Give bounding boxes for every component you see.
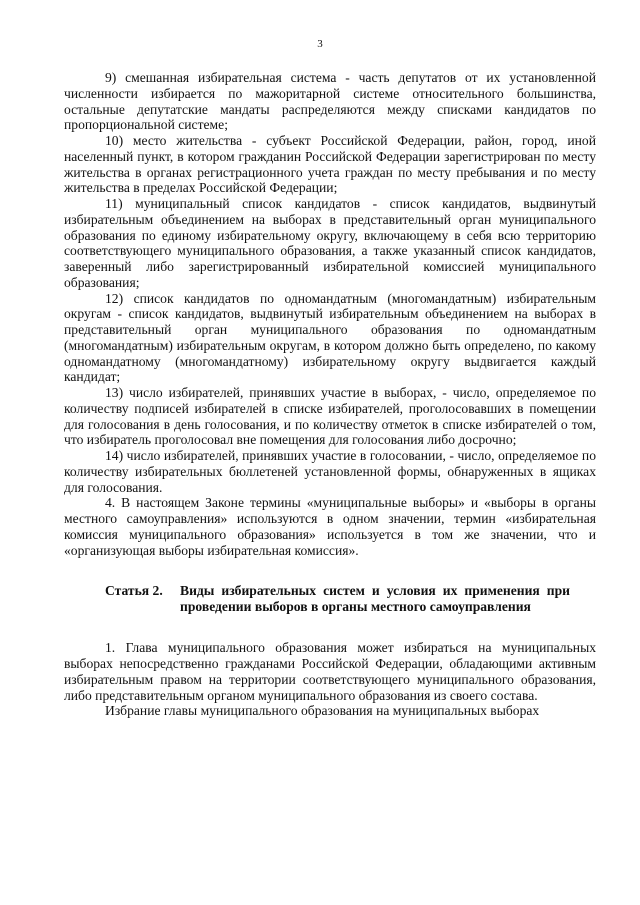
paragraph-item-9: 9) смешанная избирательная система - часть депутатов от их установленной численности избирается по мажоритарной системе относительного большинства, остальные депутатские мандаты распределяются между списками кандидатов по пропорциональной системе; — [64, 70, 596, 133]
article-title: Виды избирательных систем и условия их применения при проведении выборов в органы местного самоуправления — [180, 583, 570, 615]
paragraph-item-10: 10) место жительства - субъект Российской Федерации, район, город, иной населенный пункт, в котором гражданин Российской Федерации зарегистрирован по месту жительства в органах регистрационного учета граждан по месту пребывания и по месту жительства в пределах Российской Федерации; — [64, 133, 596, 196]
document-body — [64, 70, 596, 719]
paragraph-article-part-1: 1. Глава муниципального образования может избираться на муниципальных выборах непосредственно гражданами Российской Федерации, обладающими активным избирательным правом на территории соответствующего муниципального образования, либо представительным органом муниципального образования из своего состава. — [64, 640, 596, 703]
paragraph-item-14: 14) число избирателей, принявших участие в голосовании, - число, определяемое по количеству избирательных бюллетеней установленной формы, обнаруженных в ящиках для голосования. — [64, 448, 596, 495]
article-number: Статья 2. — [105, 583, 163, 599]
paragraph-continuation: Избрание главы муниципального образования на муниципальных выборах — [105, 703, 540, 719]
article-heading — [64, 583, 596, 615]
paragraph-item-13: 13) число избирателей, принявших участие в выборах, - число, определяемое по количеству подписей избирателей в списке избирателей, проголосовавших в помещении для голосования в день голосования, и по количеству отметок в списке избирателей о том, что избиратель проголосовал вне помещения для голосования либо досрочно; — [64, 385, 596, 448]
paragraph-part-4: 4. В настоящем Законе термины «муниципальные выборы» и «выборы в органы местного самоуправления» используются в одном значении, термин «избирательная комиссия муниципального образования» используется в том же значении, что и «организующая выборы избирательная комиссия». — [64, 495, 596, 558]
paragraph-item-11: 11) муниципальный список кандидатов - список кандидатов, выдвинутый избирательным объединением на выборах в представительный орган муниципального образования по единому избирательному округу, включающему в себя всю территорию соответствующего муниципального образования, а также указанный список кандидатов, заверенный либо зарегистрированный избирательной комиссией муниципального образования; — [64, 196, 596, 290]
page-number: 3 — [317, 38, 323, 50]
paragraph-item-12: 12) список кандидатов по одномандатным (многомандатным) избирательным округам - список кандидатов, выдвинутый избирательным объединением на выборах в представительный орган муниципального образования по одномандатным (многомандатным) избирательным округам, в котором должно быть определено, по какому одномандатному (многомандатному) избирательному округу выдвигается каждый кандидат; — [64, 290, 596, 385]
